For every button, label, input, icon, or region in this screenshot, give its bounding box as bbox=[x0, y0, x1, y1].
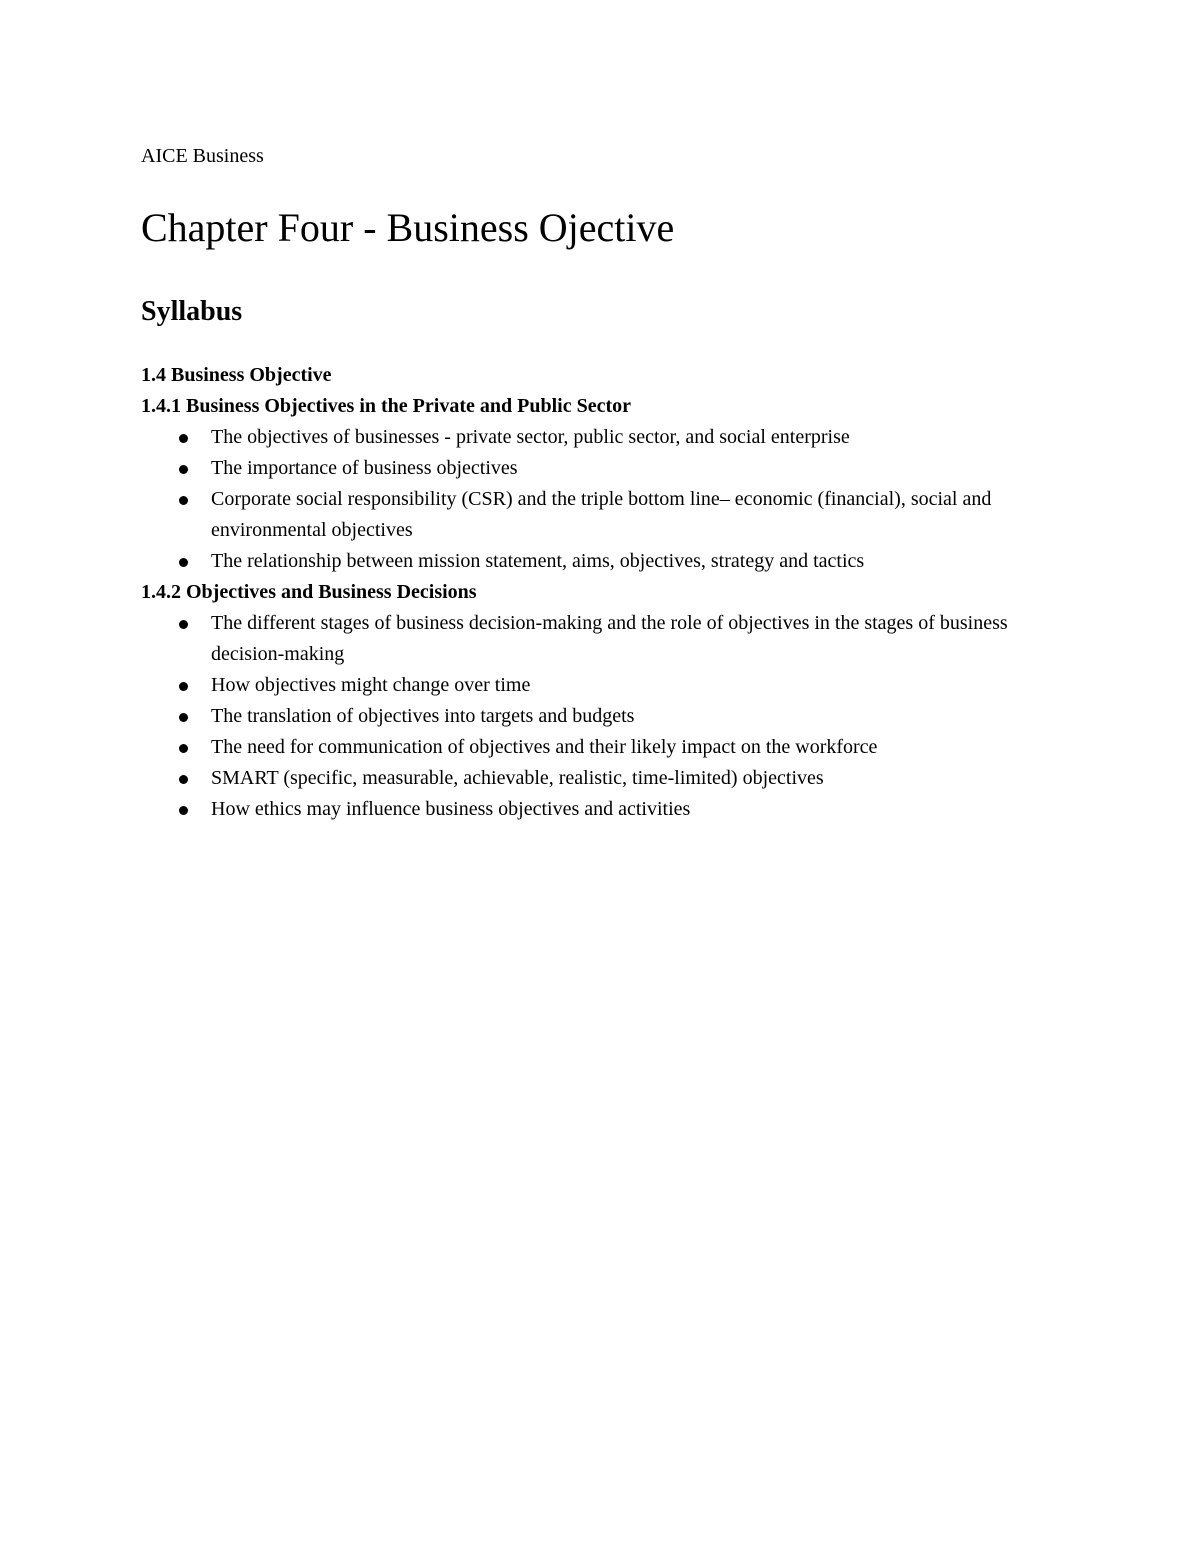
bullet-list bbox=[141, 422, 1061, 577]
bullet-icon bbox=[179, 434, 188, 443]
bullet-icon bbox=[179, 620, 188, 629]
bullet-icon bbox=[179, 775, 188, 784]
bullet-icon bbox=[179, 806, 188, 815]
bullet-icon bbox=[179, 682, 188, 691]
bullet-icon bbox=[179, 465, 188, 474]
list-item bbox=[211, 546, 1051, 577]
list-item bbox=[211, 422, 1051, 453]
list-item-text: The different stages of business decision-making and the role of objectives in the stages of business decision-making bbox=[211, 612, 1008, 665]
list-item-text: The need for communication of objectives and their likely impact on the workforce bbox=[211, 736, 878, 758]
list-item bbox=[211, 670, 1051, 701]
list-item bbox=[211, 453, 1051, 484]
subtopic-heading: 1.4.2 Objectives and Business Decisions bbox=[141, 581, 477, 603]
list-item-text: SMART (specific, measurable, achievable, realistic, time-limited) objectives bbox=[211, 767, 824, 789]
list-item-text: How ethics may influence business objectives and activities bbox=[211, 798, 691, 820]
list-item-text: The relationship between mission statement, aims, objectives, strategy and tactics bbox=[211, 550, 865, 572]
list-item bbox=[211, 701, 1051, 732]
list-item bbox=[211, 608, 1051, 670]
subtopic-heading: 1.4.1 Business Objectives in the Private and Public Sector bbox=[141, 395, 631, 417]
bullet-list bbox=[141, 608, 1061, 825]
list-item-text: Corporate social responsibility (CSR) and the triple bottom line– economic (financial), social and environmental objectives bbox=[211, 488, 992, 541]
bullet-icon bbox=[179, 713, 188, 722]
chapter-title: Chapter Four - Business Ojective bbox=[141, 205, 675, 250]
list-item-text: The importance of business objectives bbox=[211, 457, 518, 479]
list-item-text: How objectives might change over time bbox=[211, 674, 531, 696]
list-item-text: The objectives of businesses - private sector, public sector, and social enterprise bbox=[211, 426, 850, 448]
course-name: AICE Business bbox=[141, 145, 264, 167]
bullet-icon bbox=[179, 744, 188, 753]
list-item bbox=[211, 732, 1051, 763]
list-item bbox=[211, 763, 1051, 794]
document-page bbox=[141, 140, 1061, 825]
topic-heading: 1.4 Business Objective bbox=[141, 364, 332, 386]
bullet-icon bbox=[179, 558, 188, 567]
list-item-text: The translation of objectives into targets and budgets bbox=[211, 705, 635, 727]
section-title: Syllabus bbox=[141, 296, 243, 327]
list-item bbox=[211, 484, 1051, 546]
bullet-icon bbox=[179, 496, 188, 505]
list-item bbox=[211, 794, 1051, 825]
